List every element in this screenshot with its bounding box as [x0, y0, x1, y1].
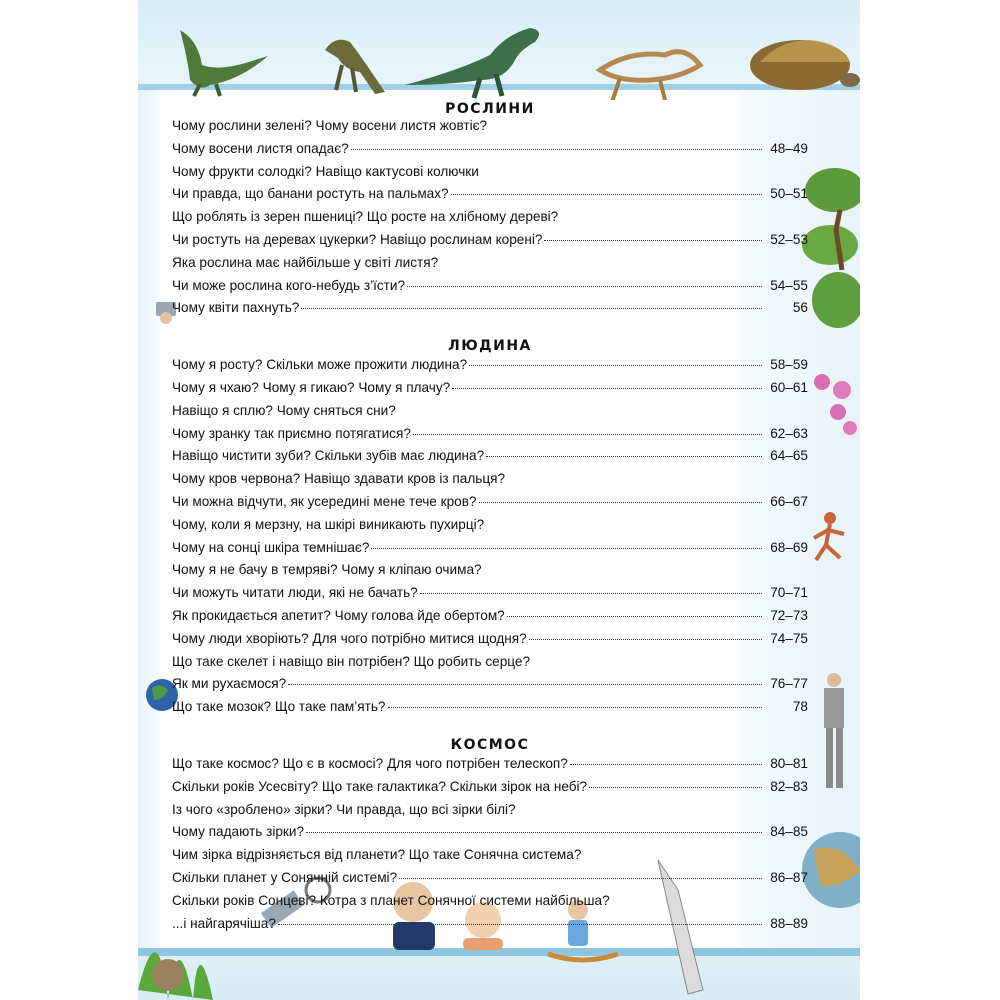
toc-entry: Чому я не бачу в темряві? Чому я кліпаю очима?	[172, 562, 482, 578]
turtle-icon	[750, 40, 860, 90]
toc-entry: Чому кров червона? Навіщо здавати кров із пальця?	[172, 471, 506, 487]
toc-entry: Чому квіти пахнуть? 56	[172, 300, 808, 316]
table-of-contents	[172, 88, 808, 938]
bonsai-tree-icon	[802, 168, 860, 328]
orchid-icon	[814, 374, 857, 435]
toc-entry: Чому, коли я мерзну, на шкірі виникають пухирці?	[172, 516, 485, 532]
toc-entry: Чи правда, що банани ростуть на пальмах? 50–51	[172, 186, 808, 202]
toc-entry: Чи можна відчути, як усередині мене тече кров? 66–67	[172, 493, 808, 509]
dinosaur-illustrations	[160, 10, 860, 100]
toc-entry: Чому на сонці шкіра темнішає? 68–69	[172, 539, 808, 555]
toc-entry: Що таке скелет і навіщо він потрібен? Що робить серце?	[172, 653, 531, 669]
toc-entry: Яка рослина має найбільше у світі листя?	[172, 254, 439, 270]
section-title-human: людина	[448, 331, 532, 356]
toc-entry: Чому рослини зелені? Чому восени листя жовтіє?	[172, 118, 488, 133]
toc-entry: ...і найгарячіша? 88–89	[172, 915, 808, 931]
toc-entry: Скільки років Сонцеві? Котра з планет Сонячної системи найбільша?	[172, 892, 610, 908]
section-space	[172, 756, 808, 938]
plesiosaur-icon	[180, 30, 268, 96]
toc-entry: Що роблять із зерен пшениці? Що росте на хлібному дереві?	[172, 209, 559, 225]
toc-entry: Чим зірка відрізняється від планети? Що таке Сонячна система?	[172, 847, 582, 863]
toc-entry: Чому восени листя опадає? 48–49	[172, 140, 808, 156]
section-title-plants: рослини	[445, 94, 535, 118]
toc-entry: Навіщо я сплю? Чому сняться сни?	[172, 402, 396, 418]
toc-entry: Чому я чхаю? Чому я гикаю? Чому я плачу? 60–61	[172, 379, 808, 395]
toc-entry: Із чого «зроблено» зірки? Чи правда, що всі зірки білі?	[172, 801, 516, 817]
toc-entry: Чому зранку так приємно потягатися? 62–63	[172, 425, 808, 441]
toc-entry: Що таке космос? Що є в космосі? Для чого потрібен телескоп? 80–81	[172, 755, 808, 771]
toc-entry: Чому люди хворіють? Для чого потрібно митися щодня? 74–75	[172, 630, 808, 646]
toc-entry: Як прокидається апетит? Чому голова йде обертом? 72–73	[172, 607, 808, 623]
raptor-icon	[325, 40, 385, 94]
running-man-icon	[814, 512, 844, 560]
toc-entry: Чому я росту? Скільки може прожити людина? 58–59	[172, 357, 808, 373]
section-title-space: космос	[450, 729, 530, 754]
toc-entry: Скільки планет у Сонячній системі? 86–87	[172, 869, 808, 885]
toc-entry: Що таке мозок? Що таке пам’ять? 78	[172, 699, 808, 715]
section-plants	[172, 118, 808, 323]
section-human	[172, 357, 808, 722]
toc-entry: Чому фрукти солодкі? Навіщо кактусові колючки	[172, 163, 479, 179]
toc-entry: Як ми рухаємося? 76–77	[172, 676, 808, 692]
toc-entry: Чи можуть читати люди, які не бачать? 70–71	[172, 585, 808, 601]
toc-entry: Чи ростуть на деревах цукерки? Навіщо рослинам корені? 52–53	[172, 231, 808, 247]
toc-entry: Чому падають зірки? 84–85	[172, 824, 808, 840]
toc-entry: Навіщо чистити зуби? Скільки зубів має людина? 64–65	[172, 448, 808, 464]
snail-icon	[152, 959, 184, 991]
toc-entry: Чи може рослина кого-небудь з’їсти? 54–55	[172, 277, 808, 293]
toc-entry: Скільки років Усесвіту? Що таке галактика? Скільки зірок на небі? 82–83	[172, 778, 808, 794]
businessman-icon	[824, 673, 844, 788]
